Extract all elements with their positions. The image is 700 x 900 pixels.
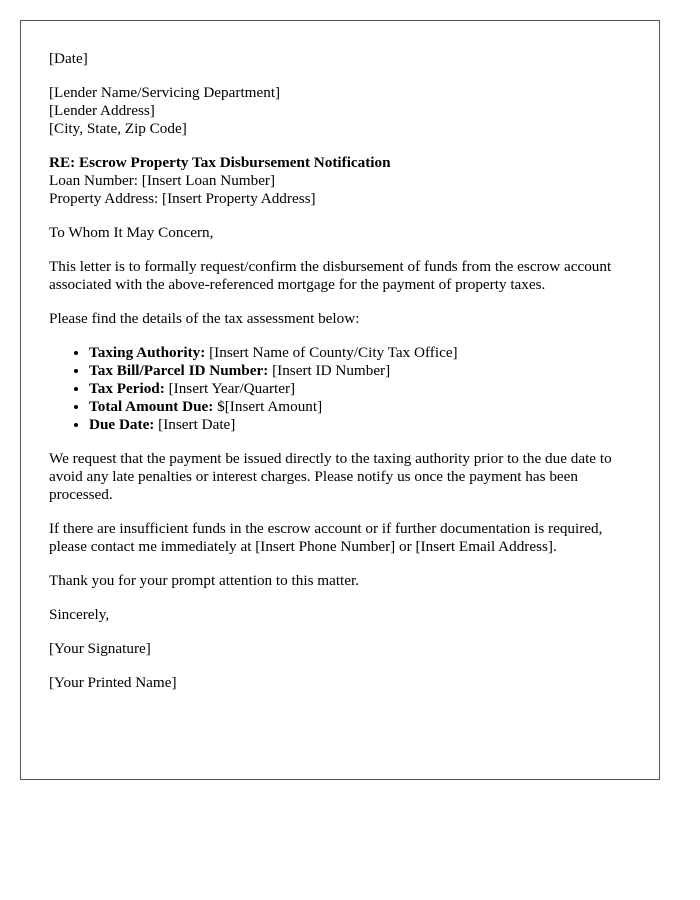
detail-value: [Insert ID Number]	[268, 362, 391, 379]
thanks-paragraph: Thank you for your prompt attention to this matter.	[49, 572, 360, 589]
details-intro: Please find the details of the tax assessment below:	[49, 310, 360, 327]
detail-value: [Insert Date]	[154, 416, 236, 433]
list-item	[89, 416, 631, 434]
contact-paragraph: If there are insufficient funds in the escrow account or if further documentation is required, please contact me immediately at [Insert Phone Number] or [Insert Email Address].	[49, 520, 603, 555]
list-item	[89, 380, 631, 398]
recipient-address: [Lender Address]	[49, 102, 155, 119]
subject-block	[49, 154, 631, 208]
detail-label: Tax Bill/Parcel ID Number:	[89, 362, 269, 379]
loan-number-line: Loan Number: [Insert Loan Number]	[49, 172, 276, 189]
detail-value: [Insert Year/Quarter]	[164, 380, 296, 397]
property-address-line: Property Address: [Insert Property Address]	[49, 190, 316, 207]
letter-page	[20, 20, 660, 780]
recipient-city-state-zip: [City, State, Zip Code]	[49, 120, 187, 137]
date-line	[49, 50, 631, 68]
subject-line: RE: Escrow Property Tax Disbursement Notification	[49, 154, 391, 171]
detail-label: Due Date:	[89, 416, 155, 433]
detail-label: Total Amount Due:	[89, 398, 214, 415]
printed-name-placeholder: [Your Printed Name]	[49, 674, 177, 691]
list-item	[89, 398, 631, 416]
detail-value: [Insert Name of County/City Tax Office]	[205, 344, 458, 361]
salutation: To Whom It May Concern,	[49, 224, 214, 241]
request-paragraph: We request that the payment be issued directly to the taxing authority prior to the due date to avoid any late penalties or interest charges. Please notify us once the payment has been processed.	[49, 450, 612, 503]
list-item	[89, 344, 631, 362]
recipient-block	[49, 84, 631, 138]
letter-date: [Date]	[49, 50, 88, 67]
detail-label: Taxing Authority:	[89, 344, 206, 361]
list-item	[89, 362, 631, 380]
intro-paragraph: This letter is to formally request/confirm the disbursement of funds from the escrow account associated with the above-referenced mortgage for the payment of property taxes.	[49, 258, 612, 293]
detail-label: Tax Period:	[89, 380, 165, 397]
tax-details-list	[49, 344, 631, 434]
signature-placeholder: [Your Signature]	[49, 640, 151, 657]
recipient-name: [Lender Name/Servicing Department]	[49, 84, 281, 101]
closing: Sincerely,	[49, 606, 110, 623]
detail-value: $[Insert Amount]	[213, 398, 323, 415]
